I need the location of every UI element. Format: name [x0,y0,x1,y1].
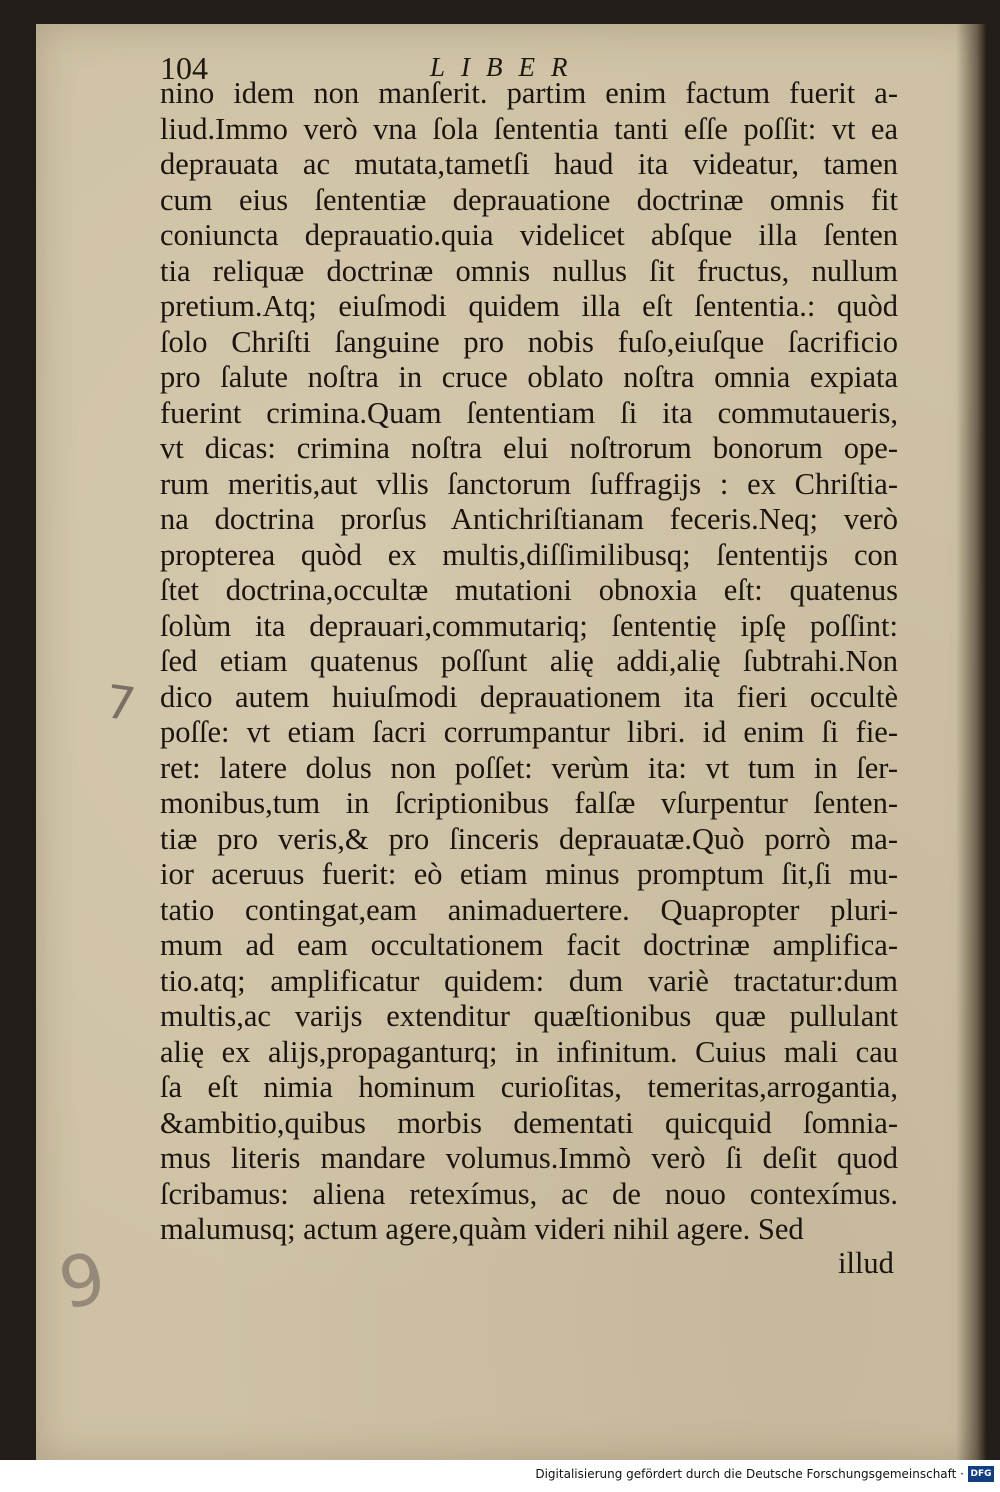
text-line: ſolo Chriſti ſanguine pro nobis fuſo,eiuſque ſacrificio [160,324,898,359]
text-line: alię ex alijs,propaganturq; in infinitum. Cuius mali cau [160,1034,898,1069]
text-line: propterea quòd ex multis,diſſimilibusq; ſententijs con [160,537,898,572]
text-line: rum meritis,aut vllis ſanctorum ſuffragijs : ex Chriſtia- [160,466,898,501]
text-line: &ambitio,quibus morbis dementati quicquid ſomnia- [160,1105,898,1140]
funding-credit: Digitalisierung gefördert durch die Deutsche Forschungsgemeinschaft · [535,1467,964,1481]
text-line: deprauata ac mutata,tametſi haud ita videatur, tamen [160,147,898,181]
text-line: ſcribamus: aliena retexímus, ac de nouo contexímus. [160,1176,898,1211]
text-line: ior aceruus fuerit: eò etiam minus promptum ſit,ſi mu- [160,857,898,891]
binding-shadow [956,24,986,1460]
text-line: fuerint crimina.Quam ſententiam ſi ita commutaueris, [160,395,898,430]
text-line: tatio contingat,eam animaduertere. Quapropter pluri- [160,892,898,927]
text-line: ſa eſt nimia hominum curioſitas, temeritas,arrogantia, [160,1070,898,1104]
text-line: monibus,tum in ſcriptionibus falſæ vſurpentur ſenten- [160,786,898,820]
text-line: tiæ pro veris,& pro ſinceris deprauatæ.Quò porrò ma- [160,821,898,856]
text-line: ſolùm ita deprauari,commutariq; ſententię ipſę poſſint: [160,608,898,643]
text-line: cum eius ſententiæ deprauatione doctrinæ omnis fit [160,182,898,217]
text-line: ſed etiam quatenus poſſunt alię addi,alię ſubtrahi.Non [160,644,898,678]
dfg-logo: DFG [968,1466,994,1482]
page-number: 104 [160,50,208,86]
text-line: malumusq; actum agere,quàm videri nihil agere. Sed [160,1212,804,1246]
text-line: dico autem huiuſmodi deprauationem ita fieri occultè [160,679,898,714]
text-line: nino idem non manſerit. partim enim factum fuerit a- [160,76,898,110]
text-line: tio.atq; amplificatur quidem: dum variè tractatur:dum [160,963,898,998]
text-line: mum ad eam occultationem facit doctrinæ amplifica- [160,928,898,962]
text-line: tia reliquæ doctrinæ omnis nullus ſit fructus, nullum [160,253,898,288]
text-line: ret: latere dolus non poſſet: verùm ita: vt tum in ſer- [160,750,898,785]
text-line: vt dicas: crimina noſtra elui noſtrorum bonorum ope- [160,431,898,465]
text-line: pro ſalute noſtra in cruce oblato noſtra omnia expiata [160,360,898,394]
text-line: liud.Immo verò vna ſola ſententia tanti eſſe poſſit: vt ea [160,111,898,146]
text-line: ſtet doctrina,occultæ mutationi obnoxia eſt: quatenus [160,573,898,607]
running-head: LIBER [430,52,584,82]
text-line: na doctrina prorſus Antichriſtianam feceris.Neq; verò [160,502,898,536]
text-block [160,76,898,1248]
text-line: coniuncta deprauatio.quia videlicet abſque illa ſenten [160,218,898,252]
pencil-marginal-note: 7 [102,674,139,732]
catchword: illud [838,1246,894,1280]
text-line: multis,ac varijs extenditur quæſtionibus quæ pullulant [160,999,898,1033]
digitization-footer [0,1460,1000,1492]
pencil-marginal-note: 9 [51,1236,113,1326]
text-line: poſſe: vt etiam ſacri corrumpantur libri. id enim ſi fie- [160,715,898,749]
text-line: pretium.Atq; eiuſmodi quidem illa eſt ſententia.: quòd [160,289,898,323]
text-line: mus literis mandare volumus.Immò verò ſi deſit quod [160,1141,898,1175]
